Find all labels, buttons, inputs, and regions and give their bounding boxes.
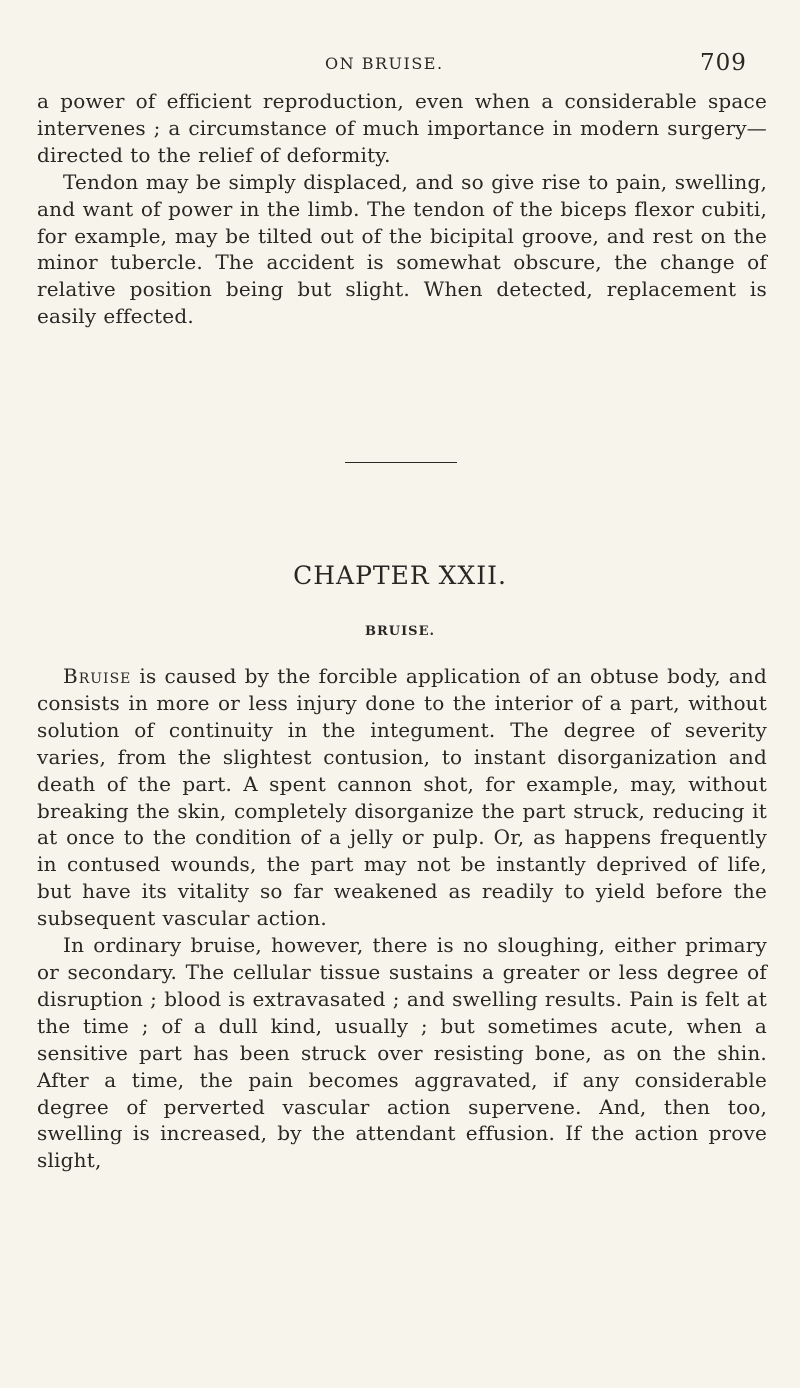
paragraph-ordinary-bruise: In ordinary bruise, however, there is no sloughing, either primary or secondary. The cellular tissue sustains a greater or less degree of disruption ; blood is extravasated ; and swelling results. Pain is felt at the time ; of a dull kind, usually ; but sometimes acute, when a sensitive part has been struck over resisting bone, as on the shin. After a time, the pain becomes aggravated, if any considerable degree of perverted vascular action supervene. And, then too, swelling is increased, by the attendant effusion. If the action prove slight, [37, 933, 767, 1173]
lead-word: Bruise [63, 664, 132, 688]
top-text-block [37, 88, 767, 330]
page-number: 709 [700, 50, 747, 76]
paragraph-bruise-definition [37, 663, 767, 932]
running-title: ON BRUISE. [325, 54, 444, 73]
paragraph-tendon: Tendon may be simply displaced, and so give rise to pain, swelling, and want of power in the limb. The tendon of the biceps flexor cubiti, for example, may be tilted out of the bicipital groove, and rest on the minor tubercle. The accident is somewhat obscure, the change of relative position being but slight. When detected, replacement is easily effected. [37, 169, 767, 329]
section-divider [345, 462, 457, 463]
chapter-heading: CHAPTER XXII. [293, 561, 507, 590]
paragraph-continuation: a power of efficient reproduction, even when a considerable space intervenes ; a circumstance of much importance in modern surgery—directed to the relief of deformity. [37, 89, 767, 167]
paragraph-bruise-body: is caused by the forcible application of an obtuse body, and consists in more or less injury done to the interior of a part, without solution of continuity in the integument. The degree of severity varies, from the slightest contusion, to instant disorganization and death of the part. A spent cannon shot, for example, may, without breaking the skin, completely disorganize the part struck, reducing it at once to the condition of a jelly or pulp. Or, as happens frequently in contused wounds, the part may not be instantly deprived of life, but have its vitality so far weakened as readily to yield before the subsequent vascular action. [37, 664, 767, 931]
section-title: BRUISE. [364, 624, 436, 639]
bottom-text-block [37, 663, 767, 1174]
running-head [0, 50, 800, 80]
